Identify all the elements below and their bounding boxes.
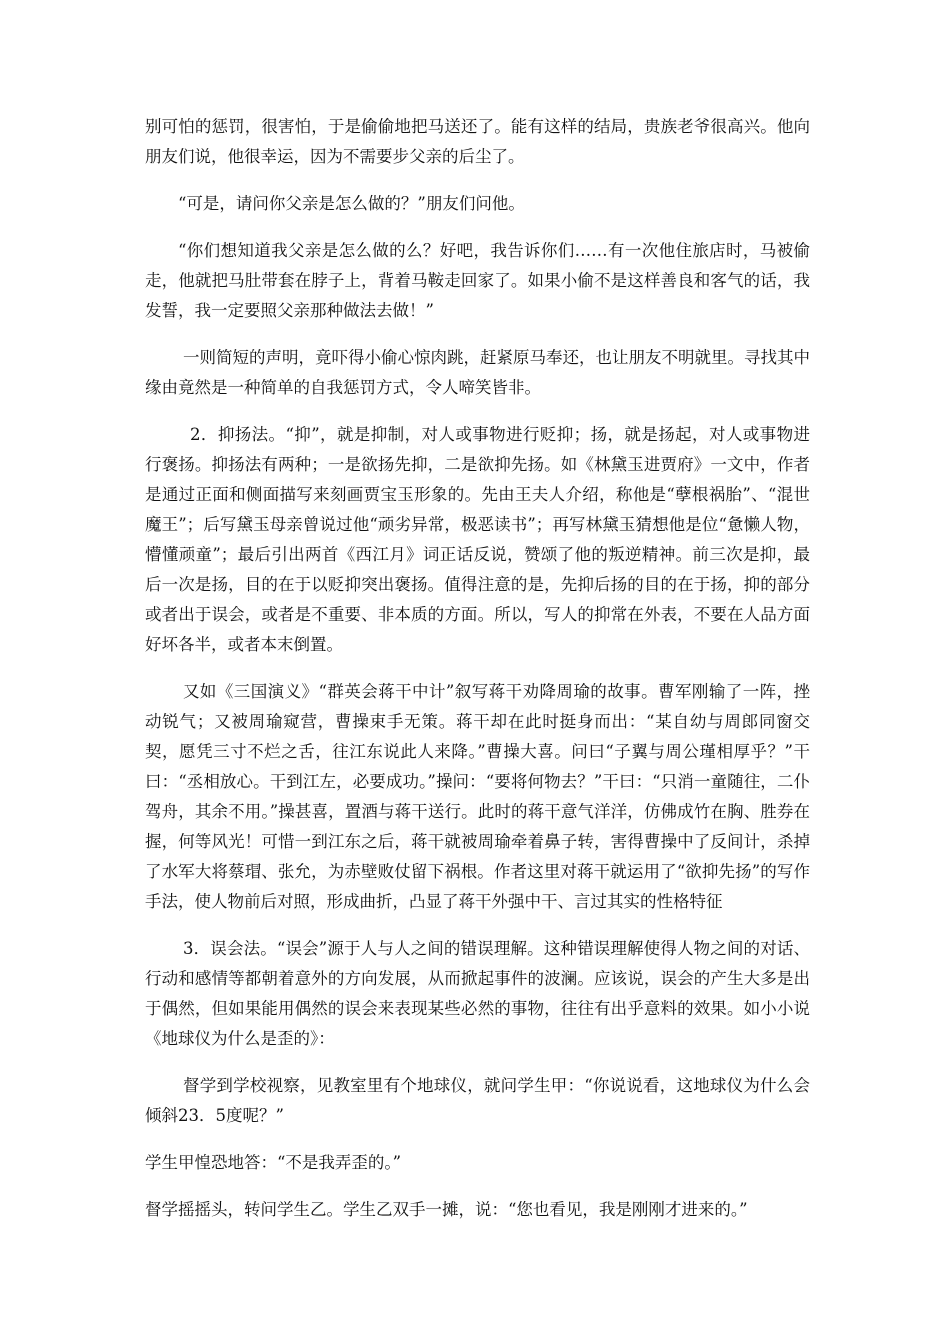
paragraph-story-ending: 别可怕的惩罚，很害怕，于是偷偷地把马送还了。能有这样的结局，贵族老爷很高兴。他向朋友们说，他很幸运，因为不需要步父亲的后尘了。 <box>145 117 810 166</box>
paragraph-inspector-question: 督学到学校视察，见教室里有个地球仪，就问学生甲：“你说说看，这地球仪为什么会倾斜23．5度呢？” <box>145 1076 810 1125</box>
paragraph-commentary: 一则简短的声明，竟吓得小偷心惊肉跳，赶紧原马奉还，也让朋友不明就里。寻找其中缘由竟然是一种简单的自我惩罚方式，令人啼笑皆非。 <box>145 348 810 397</box>
paragraph-misunderstanding-method: 3．误会法。“误会”源于人与人之间的错误理解。这种错误理解使得人物之间的对话、行动和感情等都朝着意外的方向发展，从而掀起事件的波澜。应该说，误会的产生大多是出于偶然，但如果能用偶然的误会来表现某些必然的事物，往往有出乎意料的效果。如小小说《地球仪为什么是歪的》： <box>145 939 810 1048</box>
paragraph-three-kingdoms-example: 又如《三国演义》“群英会蒋干中计”叙写蒋干劝降周瑜的故事。曹军刚输了一阵，挫动锐气；又被周瑜窥营，曹操束手无策。蒋干却在此时挺身而出：“某自幼与周郎同窗交契，愿凭三寸不烂之舌，往江东说此人来降。”曹操大喜。问曰“子翼与周公瑾相厚乎？”干曰：“丞相放心。干到江左，必要成功。”操问：“要将何物去？”干曰：“只消一童随往，二仆驾舟，其余不用。”操甚喜，置酒与蒋干送行。此时的蒋干意气洋洋，仿佛成竹在胸、胜券在握，何等风光！可惜一到江东之后，蒋干就被周瑜牵着鼻子转，害得曹操中了反间计，杀掉了水军大将蔡瑁、张允，为赤壁败仗留下祸根。作者这里对蒋干就运用了“欲抑先扬”的写作手法，使人物前后对照，形成曲折，凸显了蒋干外强中干、言过其实的性格特征 <box>145 682 810 911</box>
paragraph-student-a-answer: 学生甲惶恐地答：“不是我弄歪的。” <box>145 1153 402 1172</box>
paragraph-student-b-answer: 督学摇摇头，转问学生乙。学生乙双手一摊，说：“您也看见，我是刚刚才进来的。” <box>145 1200 748 1219</box>
paragraph-suppress-praise-method: 2．抑扬法。“抑”，就是抑制，对人或事物进行贬抑；扬，就是扬起，对人或事物进行褒扬。抑扬法有两种；一是欲扬先抑，二是欲抑先扬。如《林黛玉进贾府》一文中，作者是通过正面和侧面描写来刻画贾宝玉形象的。先由王夫人介绍，称他是“孽根祸胎”、“混世魔王”；后写黛玉母亲曾说过他“顽劣异常，极恶读书”；再写林黛玉猜想他是位“惫懒人物，懵懂顽童”；最后引出两首《西江月》词正话反说，赞颂了他的叛逆精神。前三次是抑，最后一次是扬，目的在于以贬抑突出褒扬。值得注意的是，先抑后扬的目的在于扬，抑的部分或者出于误会，或者是不重要、非本质的方面。所以，写人的抑常在外表，不要在人品方面好坏各半，或者本末倒置。 <box>145 425 810 654</box>
document-page <box>145 112 810 1242</box>
paragraph-friends-question: “可是，请问你父亲是怎么做的？”朋友们问他。 <box>178 194 525 213</box>
paragraph-noble-reply: “你们想知道我父亲是怎么做的么？好吧，我告诉你们……有一次他住旅店时，马被偷走，他就把马肚带套在脖子上，背着马鞍走回家了。如果小偷不是这样善良和客气的话，我发誓，我一定要照父亲那种做法去做！” <box>145 241 810 320</box>
